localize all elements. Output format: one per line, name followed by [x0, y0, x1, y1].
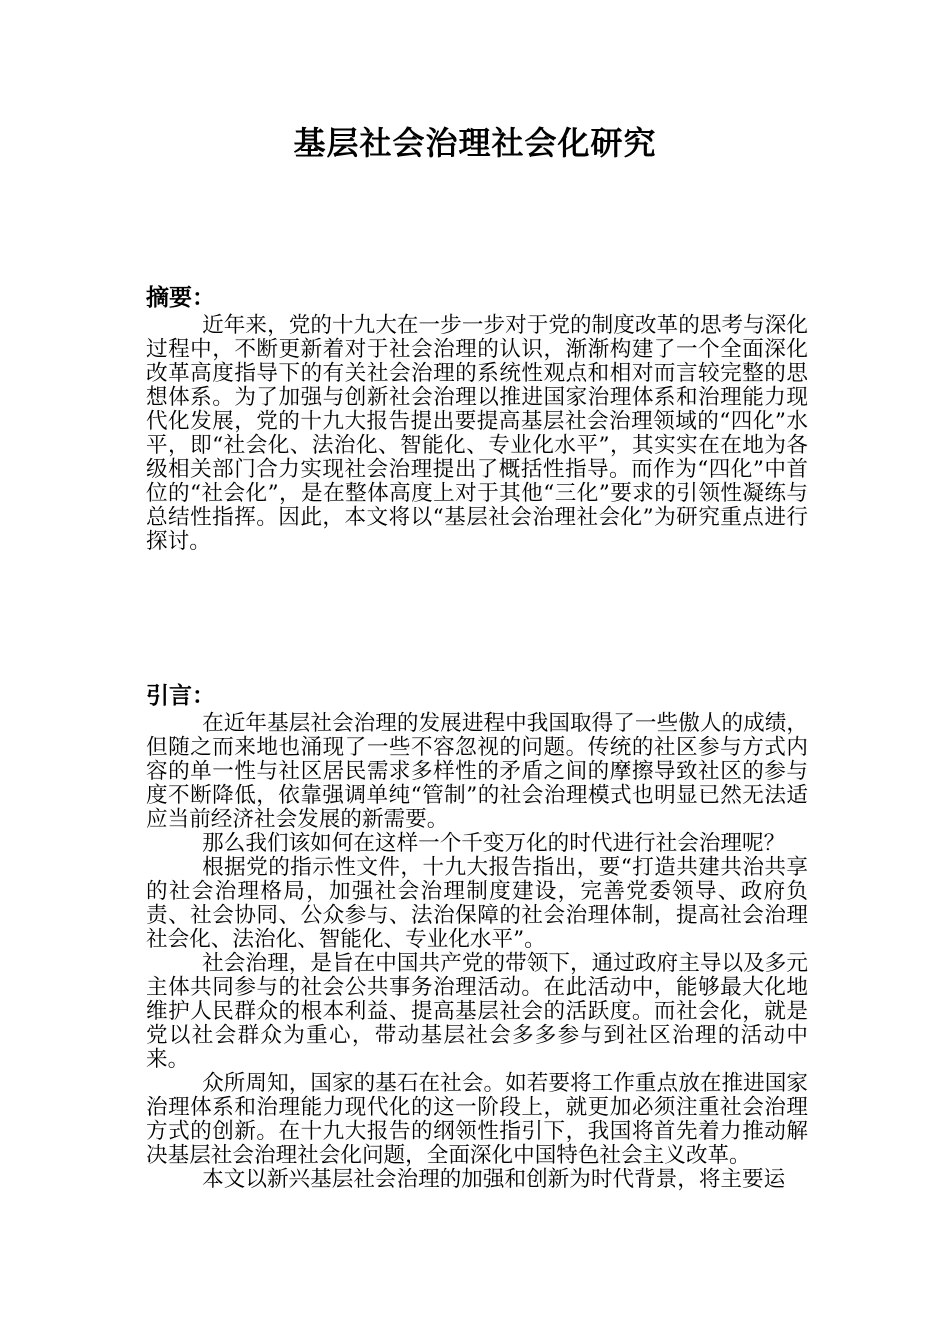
- introduction-paragraph: 根据党的指示性文件，十九大报告指出，要“打造共建共治共享的社会治理格局，加强社会治理制度建设，完善党委领导、政府负责、社会协同、公众参与、法治保障的社会治理体制，提高社会治理社会化、法治化、智能化、专业化水平”。: [146, 855, 808, 952]
- introduction-paragraph: 那么我们该如何在这样一个千变万化的时代进行社会治理呢？: [202, 831, 786, 856]
- introduction-heading: 引言：: [146, 683, 215, 709]
- introduction-body: [146, 712, 808, 1192]
- document-title: 基层社会治理社会化研究: [293, 124, 657, 162]
- introduction-paragraph: 社会治理，是旨在中国共产党的带领下，通过政府主导以及多元主体共同参与的社会公共事务治理活动。在此活动中，能够最大化地维护人民群众的根本利益、提高基层社会的活跃度。而社会化，就是党以社会群众为重心，带动基层社会多多参与到社区治理的活动中来。: [146, 951, 808, 1072]
- introduction-paragraph: 众所周知，国家的基石在社会。如若要将工作重点放在推进国家治理体系和治理能力现代化的这一阶段上，就更加必须注重社会治理方式的创新。在十九大报告的纲领性指引下，我国将首先着力推动解决基层社会治理社会化问题，全面深化中国特色社会主义改革。: [146, 1071, 808, 1168]
- abstract-paragraph: 近年来，党的十九大在一步一步对于党的制度改革的思考与深化过程中，不断更新着对于社会治理的认识，渐渐构建了一个全面深化改革高度指导下的有关社会治理的系统性观点和相对而言较完整的思想体系。为了加强与创新社会治理以推进国家治理体系和治理能力现代化发展，党的十九大报告提出要提高基层社会治理领域的“四化”水平，即“社会化、法治化、智能化、专业化水平”，其实实在在地为各级相关部门合力实现社会治理提出了概括性指导。而作为“四化”中首位的“社会化”，是在整体高度上对于其他“三化”要求的引领性凝练与总结性指挥。因此，本文将以“基层社会治理社会化”为研究重点进行探讨。: [146, 313, 808, 554]
- introduction-paragraph: 本文以新兴基层社会治理的加强和创新为时代背景，将主要运: [202, 1167, 786, 1192]
- abstract-heading: 摘要：: [146, 285, 215, 311]
- abstract-body: [146, 314, 808, 554]
- introduction-paragraph: 在近年基层社会治理的发展进程中我国取得了一些傲人的成绩，但随之而来地也涌现了一些不容忽视的问题。传统的社区参与方式内容的单一性与社区居民需求多样性的矛盾之间的摩擦导致社区的参与度不断降低，依靠强调单纯“管制”的社会治理模式也明显已然无法适应当前经济社会发展的新需要。: [146, 711, 808, 832]
